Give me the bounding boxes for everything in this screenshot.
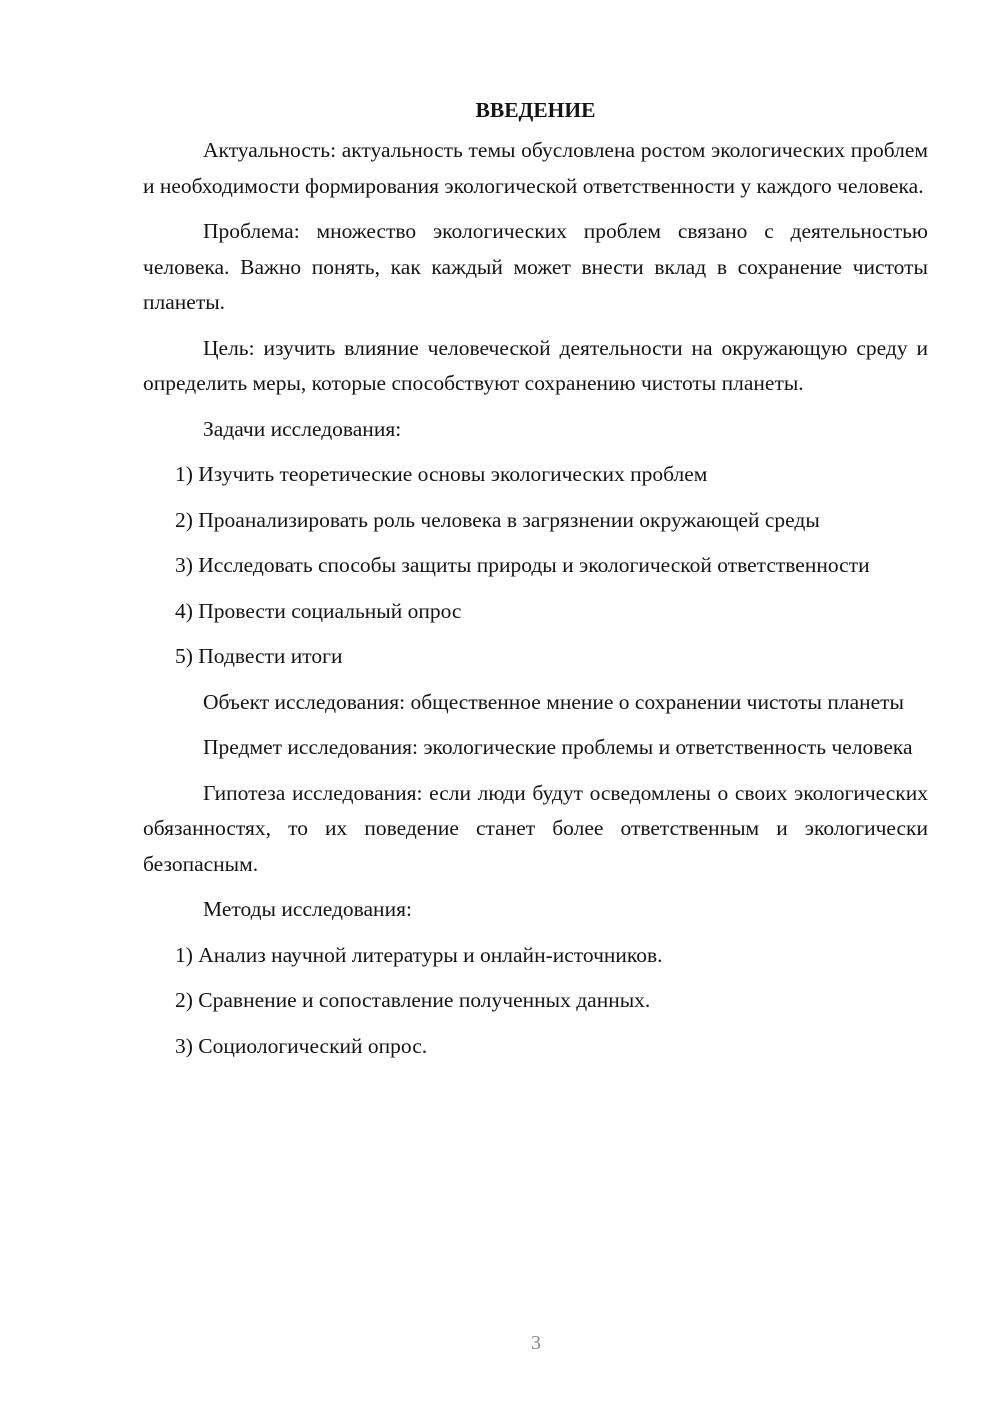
subject-paragraph: Предмет исследования: экологические проблемы и ответственность человека [203,735,913,759]
document-page [143,92,928,1074]
method-item: 3) Социологический опрос. [175,1033,428,1058]
method-item: 2) Сравнение и сопоставление полученных данных. [175,988,651,1012]
problem-paragraph: Проблема: множество экологических проблем связано с деятельностью человека. Важно понять, как каждый может внести вклад в сохранение чистоты планеты. [143,219,928,314]
page-number: 3 [531,1332,541,1354]
task-item: 5) Подвести итоги [175,644,343,668]
task-item: 3) Исследовать способы защиты природы и экологической ответственности [175,553,870,577]
relevance-paragraph: Актуальность: актуальность темы обусловлена ростом экологических проблем и необходимости формирования экологической ответственности у каждого человека. [143,138,928,198]
goal-paragraph: Цель: изучить влияние человеческой деятельности на окружающую среду и определить меры, которые способствуют сохранению чистоты планеты. [143,335,928,395]
object-paragraph: Объект исследования: общественное мнение о сохранении чистоты планеты [203,689,904,714]
task-item: 1) Изучить теоретические основы экологических проблем [175,462,708,486]
task-item: 4) Провести социальный опрос [175,598,462,623]
hypothesis-paragraph: Гипотеза исследования: если люди будут осведомлены о своих экологических обязанностях, то их поведение станет более ответственным и экологически безопасным. [143,780,928,876]
methods-heading: Методы исследования: [203,897,412,921]
tasks-heading: Задачи исследования: [203,416,402,441]
task-item: 2) Проанализировать роль человека в загрязнении окружающей среды [175,507,820,532]
method-item: 1) Анализ научной литературы и онлайн-источников. [175,942,663,967]
section-title: ВВЕДЕНИЕ [475,98,596,122]
